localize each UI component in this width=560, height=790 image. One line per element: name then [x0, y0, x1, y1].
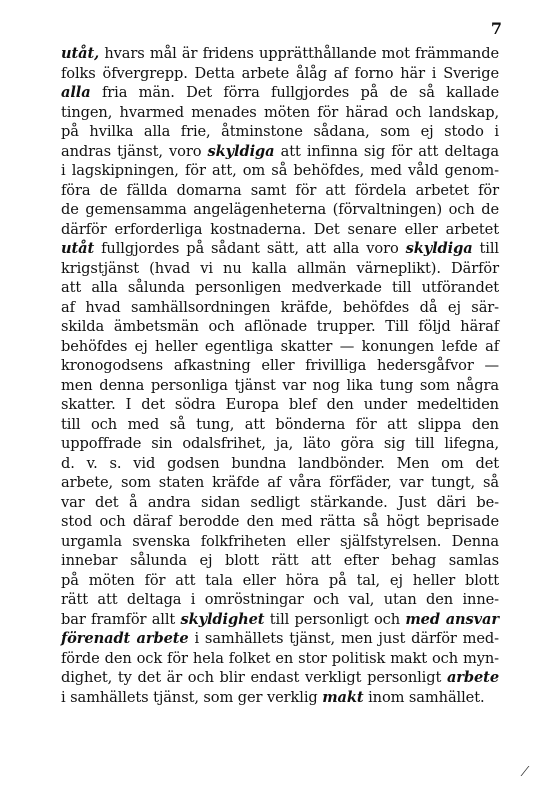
- text-segment: af hvad samhällsordningen kräfde, behöfdes då ej sär-: [61, 298, 499, 316]
- body-text: [61, 44, 499, 707]
- text-line: [61, 259, 499, 279]
- text-segment: de gemensamma angelägenheterna (förvaltningen) och de: [61, 201, 499, 218]
- emphasized-text: utåt,: [61, 45, 100, 62]
- text-line: [61, 337, 499, 357]
- text-segment: till personligt och: [264, 610, 406, 628]
- text-segment: hvars mål är fridens upprätthållande mot främmande: [99, 45, 499, 62]
- text-line: [61, 239, 499, 259]
- emphasized-text: utåt: [61, 240, 95, 257]
- text-segment: urgamla svenska folkfriheten eller själfstyrelsen. Denna: [61, 532, 499, 550]
- text-segment: behöfdes ej heller egentliga skatter — konungen lefde af: [61, 337, 499, 355]
- text-line: [61, 298, 499, 318]
- text-line: [61, 493, 499, 513]
- text-segment: folks öfvergrepp. Detta arbete ålåg af forno här i Sverige: [61, 64, 499, 82]
- text-line: [61, 83, 499, 103]
- emphasized-text: skyldiga: [207, 142, 275, 160]
- text-line: [61, 220, 499, 240]
- page-number: 7: [490, 19, 502, 38]
- emphasized-text: med ansvar: [405, 610, 500, 628]
- text-line: [61, 512, 499, 532]
- text-segment: stod och däraf berodde den med rätta så högt beprisade: [61, 513, 499, 530]
- emphasized-text: skyldiga: [405, 240, 473, 257]
- emphasized-text: alla: [61, 84, 91, 101]
- text-segment: bar framför allt: [61, 610, 181, 628]
- text-line: [61, 649, 499, 669]
- text-line: [61, 142, 499, 162]
- emphasized-text: skyldighet: [180, 610, 265, 628]
- text-segment: till och med så tung, att bönderna för att slippa den: [61, 415, 499, 433]
- emphasized-text: makt: [322, 688, 364, 706]
- text-line: [61, 571, 499, 591]
- text-segment: uppoffrade sin odalsfrihet, ja, läto göra sig till lifegna,: [61, 435, 499, 452]
- text-segment: rätt att deltaga i omröstningar och val, utan den inne-: [61, 591, 499, 608]
- text-segment: tingen, hvarmed menades möten för härad och landskap,: [61, 103, 499, 121]
- text-segment: fullgjordes på sådant sätt, att alla voro: [94, 240, 406, 257]
- text-line: [61, 64, 499, 84]
- text-line: [61, 395, 499, 415]
- emphasized-text: förenadt arbete: [61, 630, 189, 647]
- text-segment: kronogodsens afkastning eller frivilliga hedersgåfvor —: [61, 357, 499, 374]
- text-line: [61, 629, 499, 649]
- text-segment: men denna personliga tjänst var nog lika tung som några: [61, 376, 499, 394]
- text-segment: till: [472, 240, 499, 257]
- text-segment: innebar sålunda ej blott rätt att efter behag samlas: [61, 552, 499, 569]
- emphasized-text: arbete: [446, 669, 499, 686]
- text-line: [61, 44, 499, 64]
- text-segment: föra de fällda domarna samt för att fördela arbetet för: [61, 181, 499, 199]
- text-line: [61, 415, 499, 435]
- text-line: [61, 454, 499, 474]
- text-segment: förde den ock för hela folket en stor politisk makt och myn-: [61, 649, 499, 667]
- text-segment: på hvilka alla frie, åtminstone sådana, som ej stodo i: [61, 123, 499, 140]
- text-segment: skilda ämbetsmän och aflönade trupper. Till följd häraf: [61, 318, 499, 335]
- text-line: [61, 278, 499, 298]
- text-line: [61, 610, 499, 630]
- text-segment: andras tjänst, voro: [61, 142, 208, 160]
- text-line: [61, 356, 499, 376]
- text-segment: i lagskipningen, för att, om så behöfdes, med våld genom-: [61, 162, 499, 179]
- text-segment: fria män. Det förra fullgjordes på de så kallade: [90, 84, 499, 101]
- text-segment: inom samhället.: [363, 688, 485, 706]
- text-line: [61, 161, 499, 181]
- text-segment: att infinna sig för att deltaga: [274, 142, 499, 160]
- text-segment: var det å andra sidan sedligt stärkande. Just däri be-: [61, 493, 499, 511]
- text-line: [61, 668, 499, 688]
- text-segment: att alla sålunda personligen medverkade till utförandet: [61, 279, 499, 296]
- text-segment: i samhällets tjänst, men just därför med-: [188, 630, 499, 647]
- text-segment: dighet, ty det är och blir endast verkligt personligt: [61, 669, 447, 686]
- text-segment: därför erforderliga kostnaderna. Det senare eller arbetet: [61, 220, 499, 238]
- text-line: [61, 122, 499, 142]
- text-segment: skatter. I det södra Europa blef den under medeltiden: [61, 396, 499, 413]
- text-segment: i samhällets tjänst, som ger verklig: [61, 688, 323, 706]
- text-segment: d. v. s. vid godsen bundna landbönder. Men om det: [61, 454, 499, 472]
- text-segment: krigstjänst (hvad vi nu kalla allmän värneplikt). Därför: [61, 259, 499, 277]
- text-line: [61, 181, 499, 201]
- text-line: [61, 434, 499, 454]
- text-line: [61, 590, 499, 610]
- text-segment: arbete, som staten kräfde af våra förfäder, var tungt, så: [61, 474, 499, 491]
- text-line: [61, 103, 499, 123]
- text-line: [61, 473, 499, 493]
- text-line: [61, 551, 499, 571]
- margin-mark: ⁄: [523, 765, 526, 780]
- text-line: [61, 376, 499, 396]
- text-line: [61, 200, 499, 220]
- text-segment: på möten för att tala eller höra på tal, ej heller blott: [61, 571, 499, 589]
- text-line: [61, 688, 499, 708]
- text-line: [61, 532, 499, 552]
- text-line: [61, 317, 499, 337]
